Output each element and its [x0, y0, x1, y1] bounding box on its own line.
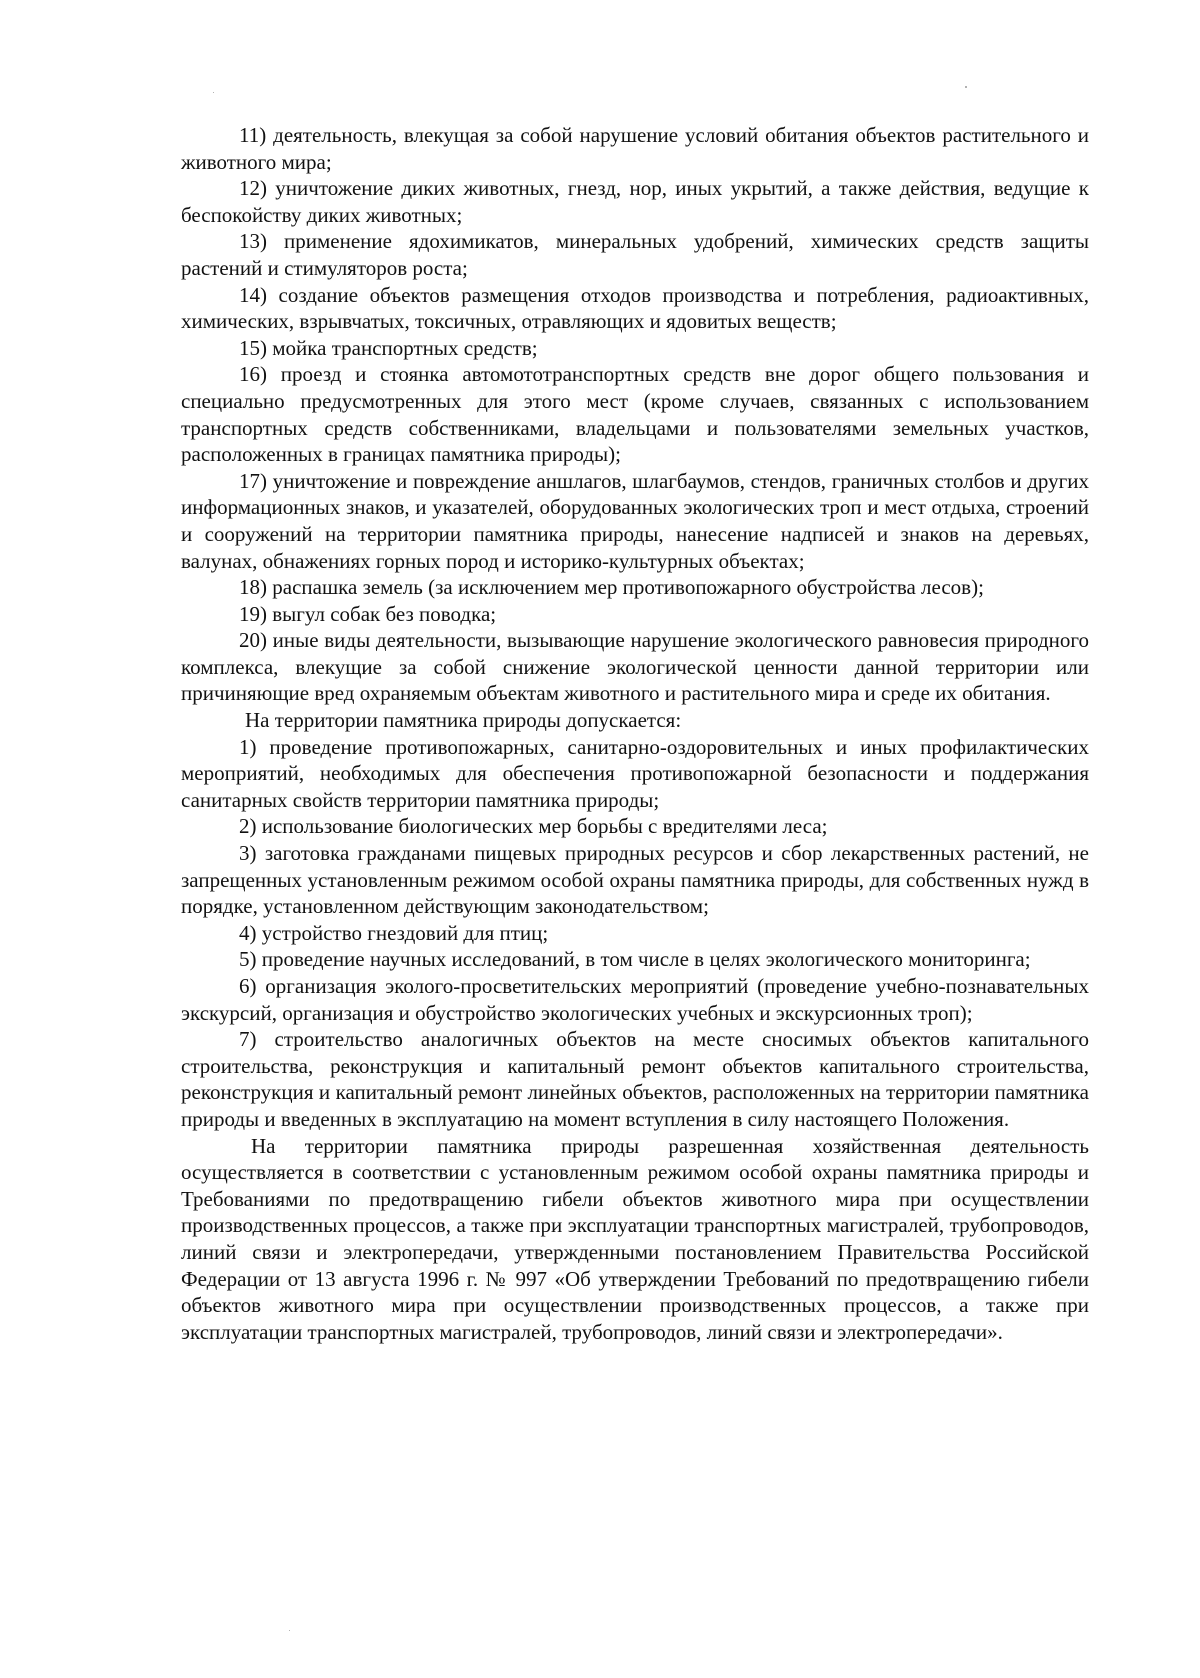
paragraph-item-17: 17) уничтожение и повреждение аншлагов, шлагбаумов, стендов, граничных столбов и других информационных знаков, и указателей, оборудованных экологических троп и мест отдыха, строений и сооружений на территории памятника природы, нанесение надписей и знаков на деревьях, валунах, обнажениях горных пород и историко-культурных объектах;	[181, 468, 1089, 573]
document-body	[181, 122, 1089, 1345]
scan-speck	[289, 1630, 290, 1631]
paragraph-item-19: 19) выгул собак без поводка;	[239, 601, 497, 626]
allowed-item-1: 1) проведение противопожарных, санитарно-оздоровительных и иных профилактических мероприятий, необходимых для обеспечения противопожарной безопасности и поддержания санитарных свойств территории памятника природы;	[181, 734, 1089, 812]
allowed-item-2: 2) использование биологических мер борьбы с вредителями леса;	[239, 814, 828, 839]
closing-paragraph: На территории памятника природы разрешенная хозяйственная деятельность осуществляется в соответствии с установленным режимом особой охраны памятника природы и Требованиями по предотвращению гибели объектов животного мира при осуществлении производственных процессов, а также при эксплуатации транспортных магистралей, трубопроводов, линий связи и электропередачи, утвержденными постановлением Правительства Российской Федерации от 13 августа 1996 г. № 997 «Об утверждении Требований по предотвращению гибели объектов животного мира при осуществлении производственных процессов, а также при эксплуатации транспортных магистралей, трубопроводов, линий связи и электропередачи».	[181, 1133, 1089, 1344]
paragraph-item-12: 12) уничтожение диких животных, гнезд, нор, иных укрытий, а также действия, ведущие к беспокойству диких животных;	[181, 176, 1089, 227]
allowed-item-7: 7) строительство аналогичных объектов на месте сносимых объектов капитального строительства, реконструкция и капитальный ремонт объектов капитального строительства, реконструкция и капитальный ремонт линейных объектов, расположенных на территории памятника природы и введенных в эксплуатацию на момент вступления в силу настоящего Положения.	[181, 1027, 1089, 1131]
paragraph-item-14: 14) создание объектов размещения отходов производства и потребления, радиоактивных, химических, взрывчатых, токсичных, отравляющих и ядовитых веществ;	[181, 282, 1089, 334]
paragraph-item-13: 13) применение ядохимикатов, минеральных удобрений, химических средств защиты растений и стимуляторов роста;	[181, 229, 1089, 280]
paragraph-item-20: 20) иные виды деятельности, вызывающие нарушение экологического равновесия природного комплекса, влекущие за собой снижение экологической ценности данной территории или причиняющие вред охраняемым объектам животного и растительного мира и среде их обитания.	[181, 628, 1089, 706]
allowed-item-5: 5) проведение научных исследований, в том числе в целях экологического мониторинга;	[239, 947, 1031, 972]
allowed-item-4: 4) устройство гнездовий для птиц;	[239, 920, 549, 945]
allowed-item-3: 3) заготовка гражданами пищевых природных ресурсов и сбор лекарственных растений, не запрещенных установленным режимом особой охраны памятника природы, для собственных нужд в порядке, установленном действующим законодательством;	[181, 841, 1089, 919]
paragraph-item-16: 16) проезд и стоянка автомототранспортных средств вне дорог общего пользования и специально предусмотренных для этого мест (кроме случаев, связанных с использованием транспортных средств собственниками, владельцами и пользователями земельных участков, расположенных в границах памятника природы);	[181, 362, 1089, 467]
scan-speck	[965, 86, 967, 88]
paragraph-item-18: 18) распашка земель (за исключением мер противопожарного обустройства лесов);	[239, 575, 984, 600]
allowed-activities-heading: На территории памятника природы допускается:	[245, 708, 682, 733]
allowed-item-6: 6) организация эколого-просветительских мероприятий (проведение учебно-познавательных экскурсий, организация и обустройство экологических учебных и экскурсионных троп);	[181, 974, 1089, 1025]
scan-speck	[213, 92, 214, 93]
paragraph-item-11: 11) деятельность, влекущая за собой нарушение условий обитания объектов растительного и животного мира;	[181, 123, 1089, 174]
paragraph-item-15: 15) мойка транспортных средств;	[239, 335, 538, 360]
